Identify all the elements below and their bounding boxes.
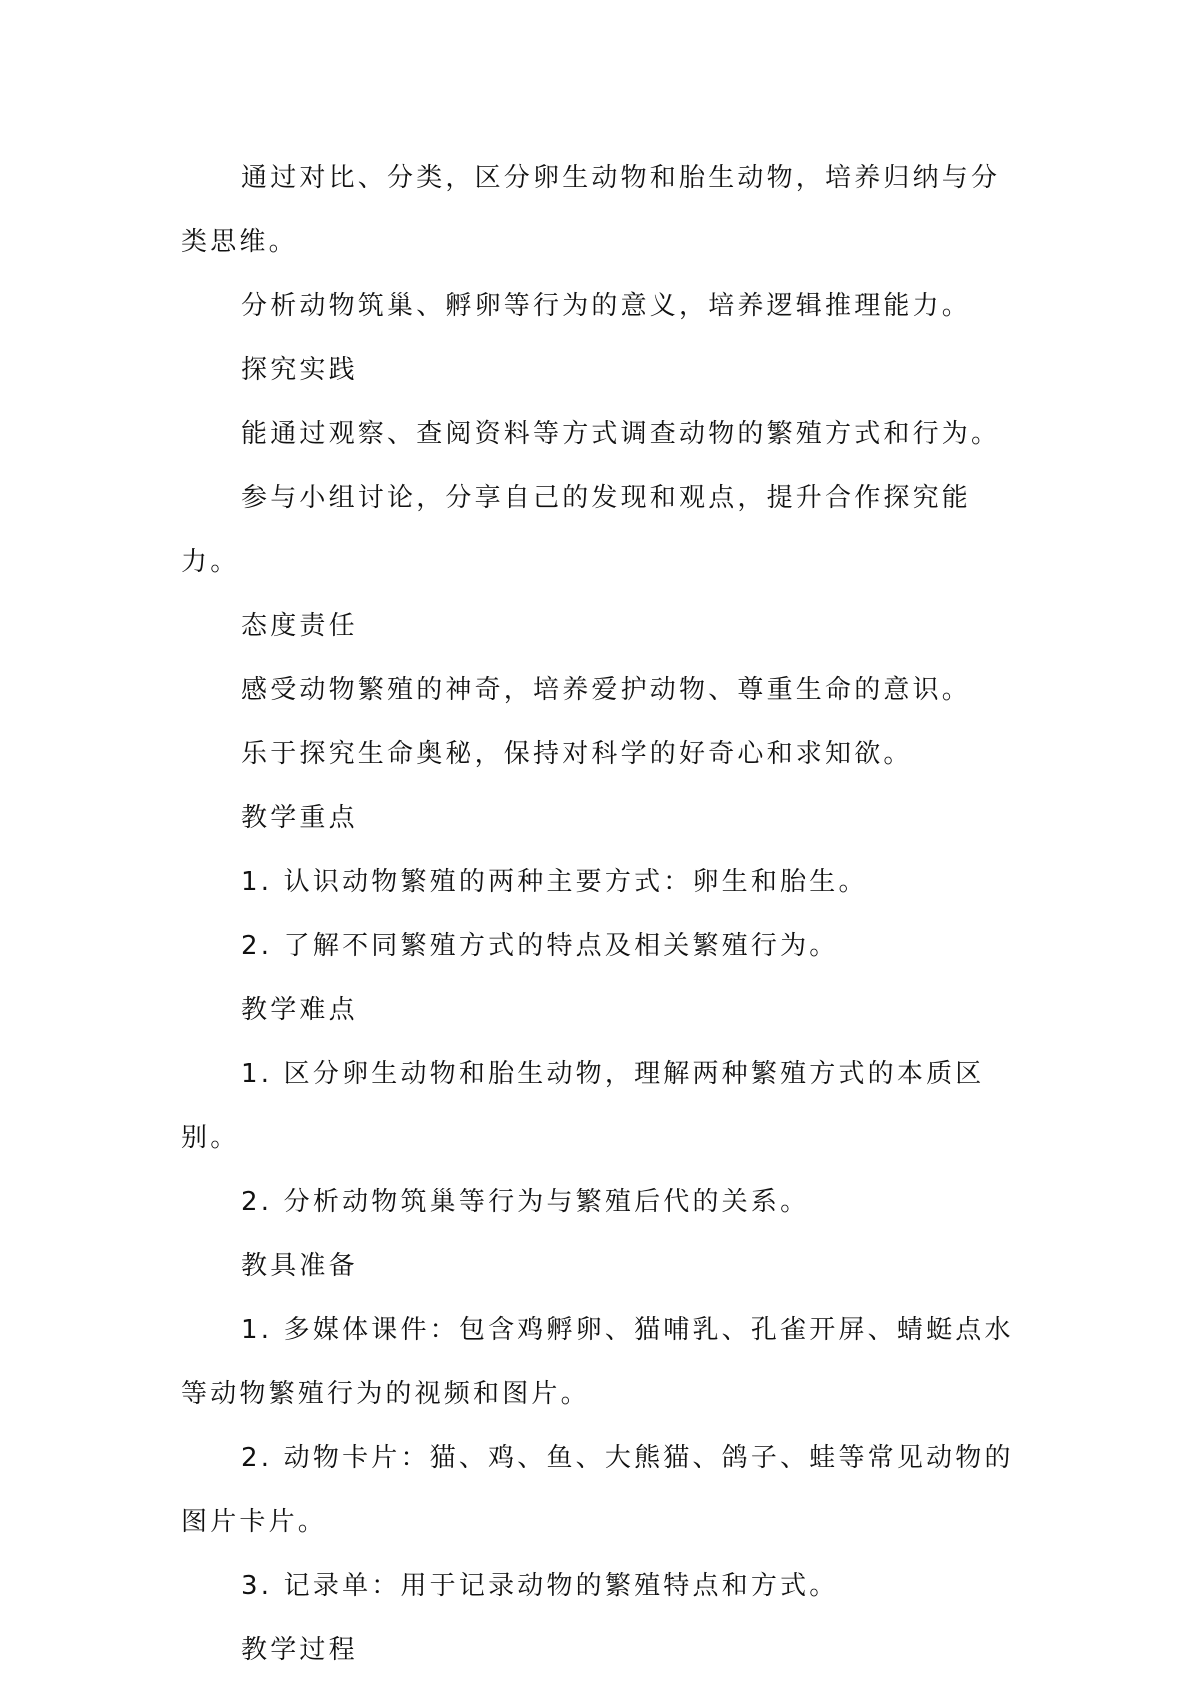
paragraph-inquiry-survey: 能通过观察、查阅资料等方式调查动物的繁殖方式和行为。 [241, 419, 1001, 449]
paragraph-inquiry-discussion: 参与小组讨论，分享自己的发现和观点，提升合作探究能力。 [181, 483, 972, 577]
list-item-materials-2: 2. 动物卡片：猫、鸡、鱼、大熊猫、鸽子、蛙等常见动物的图片卡片。 [181, 1443, 1014, 1537]
paragraph-attitude-curiosity: 乐于探究生命奥秘，保持对科学的好奇心和求知欲。 [241, 739, 913, 769]
list-item-difficulty-1: 1. 区分卵生动物和胎生动物，理解两种繁殖方式的本质区别。 [181, 1059, 985, 1153]
heading-attitude-responsibility: 态度责任 [241, 611, 358, 641]
paragraph-attitude-respect-life: 感受动物繁殖的神奇，培养爱护动物、尊重生命的意识。 [241, 675, 972, 705]
paragraph-objective-classification: 通过对比、分类，区分卵生动物和胎生动物，培养归纳与分类思维。 [181, 163, 1001, 257]
heading-teaching-focus: 教学重点 [241, 803, 358, 833]
paragraph-objective-reasoning: 分析动物筑巢、孵卵等行为的意义，培养逻辑推理能力。 [241, 291, 972, 321]
heading-teaching-difficulty: 教学难点 [241, 995, 358, 1025]
heading-inquiry-practice: 探究实践 [241, 355, 358, 385]
list-item-materials-3: 3. 记录单：用于记录动物的繁殖特点和方式。 [241, 1571, 839, 1601]
list-item-focus-2: 2. 了解不同繁殖方式的特点及相关繁殖行为。 [241, 931, 839, 961]
heading-teaching-materials: 教具准备 [241, 1251, 358, 1281]
list-item-materials-1: 1. 多媒体课件：包含鸡孵卵、猫哺乳、孔雀开屏、蜻蜓点水等动物繁殖行为的视频和图片。 [181, 1315, 1014, 1409]
heading-teaching-process: 教学过程 [241, 1635, 358, 1665]
list-item-difficulty-2: 2. 分析动物筑巢等行为与繁殖后代的关系。 [241, 1187, 810, 1217]
document-body [181, 146, 1021, 1682]
list-item-focus-1: 1. 认识动物繁殖的两种主要方式：卵生和胎生。 [241, 867, 868, 897]
